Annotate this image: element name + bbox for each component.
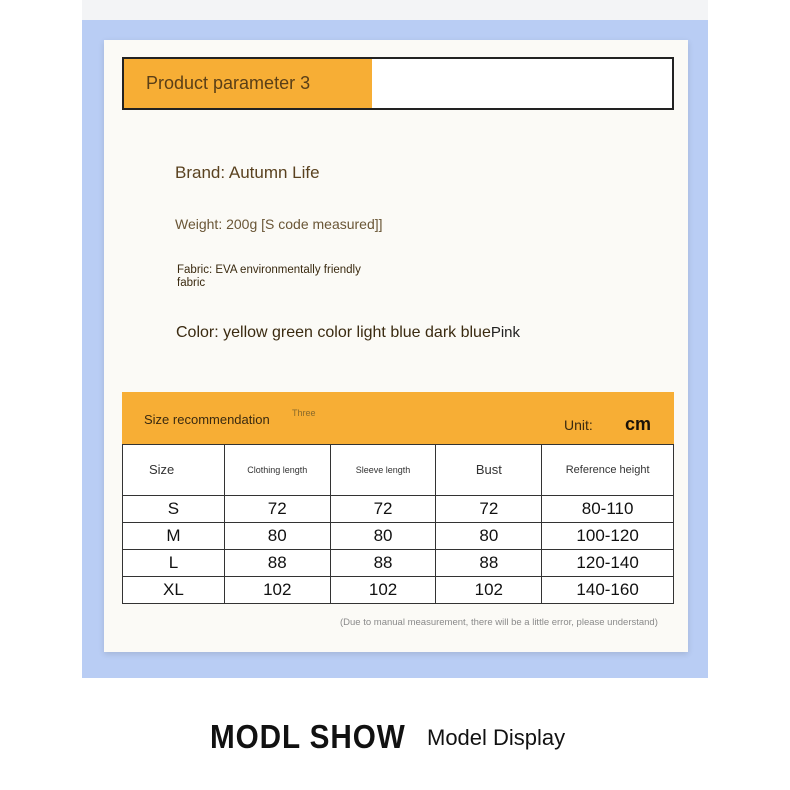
unit-value: cm [625, 414, 652, 434]
table-cell: 72 [224, 496, 330, 523]
header-bust: Bust [436, 445, 542, 496]
table-cell: 72 [330, 496, 436, 523]
table-cell: S [123, 496, 225, 523]
unit-label: Unit: [564, 417, 593, 433]
color-line [176, 324, 520, 342]
footer-subtitle: Model Display [427, 725, 566, 750]
table-cell: 80 [436, 523, 542, 550]
table-cell: 102 [436, 577, 542, 604]
table-row [123, 577, 674, 604]
header-clothing-length: Clothing length [224, 445, 330, 496]
table-row [123, 496, 674, 523]
color-pink-text: Pink [490, 324, 521, 341]
table-cell: 88 [224, 550, 330, 577]
header-size: Size [123, 445, 225, 496]
table-cell: 80-110 [542, 496, 674, 523]
table-cell: XL [123, 577, 225, 604]
table-cell: 102 [224, 577, 330, 604]
table-cell: 80 [330, 523, 436, 550]
color-text: Color: yellow green color light blue dark blue [176, 324, 491, 341]
parameter-header [122, 57, 674, 110]
table-cell: 140-160 [542, 577, 674, 604]
size-stamp: Three [292, 408, 316, 418]
size-recommendation-title: Size recommendation [144, 412, 270, 427]
table-cell: 88 [436, 550, 542, 577]
measurement-note: (Due to manual measurement, there will be a little error, please understand) [340, 617, 658, 628]
table-cell: 102 [330, 577, 436, 604]
header-reference-height: Reference height [542, 445, 674, 496]
weight-text: Weight: 200g [S code measured]] [175, 216, 383, 232]
size-recommendation-bar [122, 392, 674, 444]
table-row [123, 523, 674, 550]
table-cell: 72 [436, 496, 542, 523]
table-cell: 120-140 [542, 550, 674, 577]
table-cell: 100-120 [542, 523, 674, 550]
brand-text: Brand: Autumn Life [175, 163, 320, 182]
table-cell: 88 [330, 550, 436, 577]
table-cell: L [123, 550, 225, 577]
top-strip [82, 0, 708, 20]
footer-title: MODL SHOW [210, 718, 406, 755]
fabric-text: Fabric: EVA environmentally friendly fabric [177, 264, 361, 289]
parameter-title: Product parameter 3 [146, 73, 311, 93]
table-row [123, 550, 674, 577]
size-table [122, 444, 674, 604]
header-sleeve-length: Sleeve length [330, 445, 436, 496]
table-header-row [123, 445, 674, 496]
table-cell: M [123, 523, 225, 550]
table-cell: 80 [224, 523, 330, 550]
